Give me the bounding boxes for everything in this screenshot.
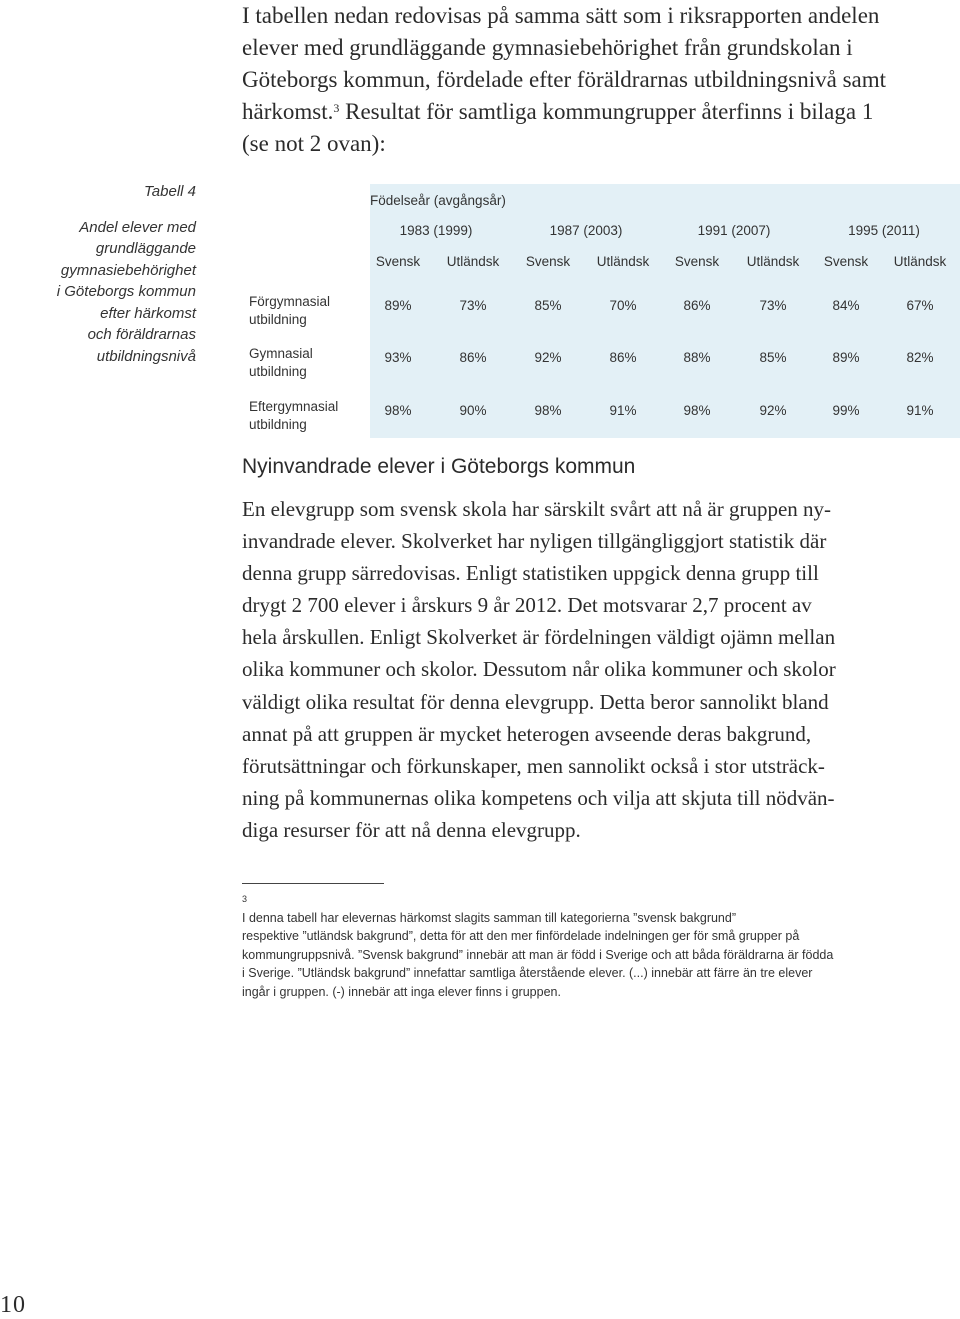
row-label-line: Eftergymnasial (249, 399, 339, 414)
paragraph-line: väldigt olika resultat för denna elevgrupp. Detta beror sannolikt bland (242, 689, 829, 714)
paragraph-line: drygt 2 700 elever i årskurs 9 år 2012. Det motsvarar 2,7 procent av (242, 593, 812, 618)
table-cell: 89% (384, 298, 412, 313)
intro-line: elever med grundläggande gymnasiebehörighet från grundskolan i (242, 35, 853, 60)
table-cell: 73% (459, 298, 487, 313)
table-cell: 82% (906, 350, 934, 365)
footnote (242, 890, 942, 1001)
paragraph-line: ning på kommunernas olika kompetens och vilja att skjuta till nödvän- (242, 785, 835, 810)
table-cell: 89% (832, 350, 860, 365)
caption-line: Andel elever med (79, 218, 196, 236)
table-cell: 99% (832, 403, 860, 418)
table-cell: 73% (759, 298, 787, 313)
intro-line-part: härkomst. (242, 99, 334, 124)
data-table (242, 180, 960, 438)
footnote-number: 3 (242, 894, 248, 904)
column-header: Utländsk (446, 254, 500, 269)
table-cell: 98% (384, 403, 412, 418)
table-cell: 98% (534, 403, 562, 418)
paragraph-line: annat på att gruppen är mycket heterogen avseende deras bakgrund, (242, 721, 812, 746)
table-label: Tabell 4 (144, 183, 196, 200)
table-cell: 67% (906, 298, 934, 313)
intro-line: Göteborgs kommun, fördelade efter föräldrarnas utbildningsnivå samt (242, 67, 887, 92)
row-label-line: utbildning (249, 311, 307, 327)
intro-line: I tabellen nedan redovisas på samma sätt som i riksrapporten andelen (242, 3, 880, 28)
intro-line-part: Resultat för samtliga kommungrupper återfinns i bilaga 1 (345, 99, 874, 124)
year-header: 1995 (2011) (848, 223, 920, 238)
section-heading: Nyinvandrade elever i Göteborgs kommun (242, 455, 636, 478)
year-header: 1983 (1999) (399, 223, 473, 238)
column-header: Svensk (375, 254, 421, 269)
paragraph-line: hela årskullen. Enligt Skolverket är fördelningen väldigt ojämn mellan (242, 625, 836, 650)
caption-line: utbildningsnivå (96, 347, 196, 365)
row-label (249, 398, 338, 433)
paragraph-line: invandrade elever. Skolverket har nyligen tillgängliggjort statistik där (242, 529, 827, 554)
table-caption (20, 181, 196, 367)
table-cell: 84% (832, 298, 860, 313)
table-cell: 90% (459, 403, 487, 418)
section-paragraph (242, 493, 942, 846)
row-label-line: Förgymnasial (249, 294, 331, 309)
table-cell: 88% (683, 350, 711, 365)
table-cell: 98% (683, 403, 711, 418)
column-header: Svensk (525, 254, 571, 269)
footnote-reference[interactable]: 3 (333, 101, 340, 115)
table-cell: 85% (759, 350, 787, 365)
paragraph-line: förutsättningar och förkunskaper, men sannolikt också i stor utsträck- (242, 753, 825, 778)
page-number: 10 (0, 1292, 26, 1318)
column-header: Utländsk (746, 254, 800, 269)
paragraph-line: olika kommuner och skolor. Dessutom når olika kommuner och skolor (242, 657, 836, 682)
footnote-line: respektive ”utländsk bakgrund”, detta för att den mer finfördelade indelningen ger för små grupper på (242, 929, 800, 943)
footnote-line: I denna tabell har elevernas härkomst slagits samman till kategorierna ”svensk bakgrund” (242, 910, 736, 925)
column-header: Svensk (823, 254, 869, 269)
footnote-divider (242, 883, 384, 884)
table-cell: 86% (683, 298, 711, 313)
row-label (249, 345, 313, 380)
intro-line: (se not 2 ovan): (242, 131, 386, 156)
table-cell: 92% (534, 350, 562, 365)
row-label-line: utbildning (249, 416, 307, 432)
table-cell: 91% (609, 403, 637, 418)
caption-line: och föräldrarnas (87, 326, 196, 343)
intro-line (242, 96, 942, 128)
caption-line: gymnasiebehörighet (60, 261, 196, 279)
row-label-line: utbildning (249, 363, 307, 379)
table-cell: 86% (609, 350, 637, 365)
table-cell: 86% (459, 350, 487, 365)
caption-line: efter härkomst (100, 304, 196, 322)
column-header: Utländsk (893, 254, 947, 269)
paragraph-line: denna grupp särredovisas. Enligt statistiken uppgick denna grupp till (242, 561, 819, 586)
paragraph-line: En elevgrupp som svensk skola har särskilt svårt att nå är gruppen ny- (242, 497, 832, 521)
year-header: 1987 (2003) (549, 223, 623, 238)
caption-line: i Göteborgs kommun (56, 283, 196, 300)
table-cell: 85% (534, 298, 562, 313)
footnote-line: i Sverige. ”Utländsk bakgrund” innefattar samtliga återstående elever. (...) innebär att färre än tre elever (242, 966, 813, 980)
footnote-line: ingår i gruppen. (-) innebär att inga elever finns i gruppen. (242, 984, 561, 999)
table-group-header: Födelseår (avgångsår) (370, 193, 506, 208)
intro-paragraph (242, 0, 942, 160)
row-label-line: Gymnasial (249, 346, 313, 361)
footnote-line: kommungruppsnivå. ”Svensk bakgrund” innebär att man är född i Sverige och att båda föräldrarna är födda (242, 947, 834, 962)
year-header: 1991 (2007) (697, 223, 771, 238)
table-cell: 93% (384, 350, 412, 365)
footnote-line (242, 890, 942, 909)
caption-line: grundläggande (95, 240, 196, 257)
paragraph-line: diga resurser för att nå denna elevgrupp. (242, 817, 581, 842)
column-header: Utländsk (596, 254, 650, 269)
table-cell: 91% (906, 403, 934, 418)
table-cell: 70% (609, 298, 637, 313)
table-cell: 92% (759, 403, 787, 418)
row-label (249, 293, 330, 328)
column-header: Svensk (674, 254, 720, 269)
